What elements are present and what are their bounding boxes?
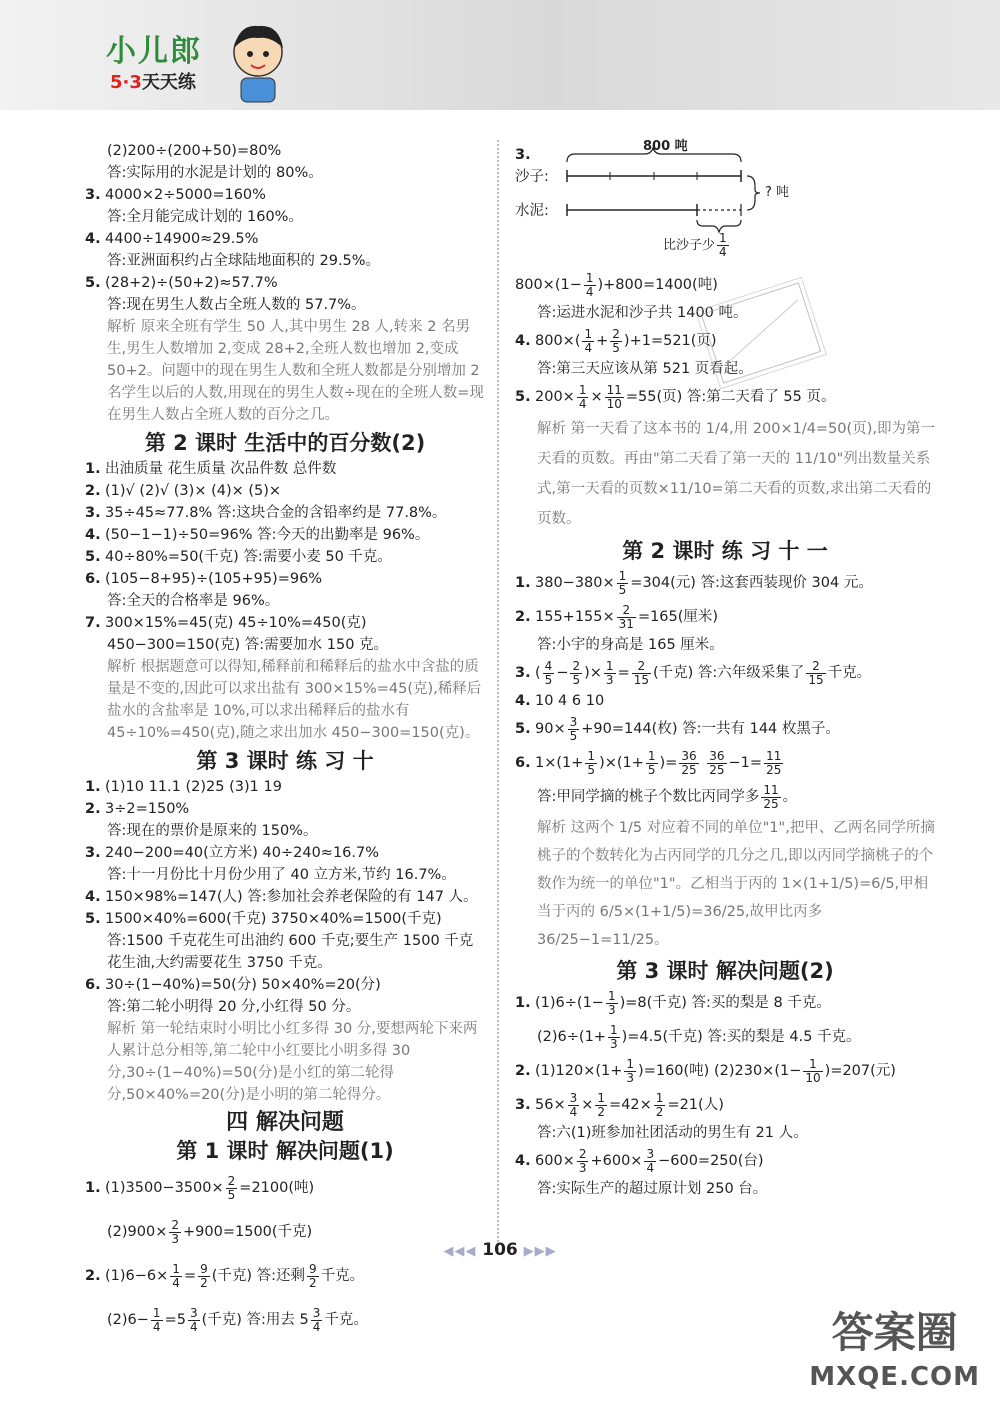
line: (1)10 11.1 (2)25 (3)1 19 (105, 779, 282, 795)
line: × (581, 1097, 594, 1113)
explanation: 解析 这两个 1/5 对应着不同的单位"1",把甲、乙两名同学所摘桃子的个数转化为占丙同学的几分之几,即以丙同学摘桃子的个数作为统一的单位"1"。乙相当于丙的 1×(1+1/5)=6/5,甲相当于丙的 6/5×(1+1/5)=36/25,故甲比丙多 36/25−1=11/25。 (537, 820, 935, 948)
chapter-title: 四 解决问题 (226, 1110, 344, 1135)
answer: 答:全天的合格率是 96%。 (107, 593, 280, 609)
line: )=160(吨) (2)230×(1− (638, 1063, 802, 1079)
page-number: 106 (482, 1240, 518, 1260)
line: −1= (728, 755, 763, 771)
fraction: $\frac{1}{3}$ (609, 1022, 618, 1051)
diagram-unknown-label: ? 吨 (765, 185, 790, 200)
q-num: 1. (515, 995, 531, 1011)
q-num: 2. (85, 801, 101, 817)
page-footer (0, 1240, 1000, 1260)
line: )× (584, 665, 602, 681)
line: )=8(千克) 答:买的梨是 8 千克。 (619, 995, 831, 1011)
q-num: 4. (85, 889, 101, 905)
fraction: $\frac{3}{4}$ (189, 1305, 198, 1334)
q-num: 1. (85, 779, 101, 795)
series-text: 天天练 (141, 72, 196, 93)
q-num: 3. (85, 505, 101, 521)
line: 240−200=40(立方米) 40÷240≈16.7% (105, 845, 380, 861)
line: 380−380× (535, 575, 615, 591)
diagram-cement-label: 水泥: (515, 203, 549, 219)
watermark-site: MXQE.COM (809, 1362, 980, 1392)
line: =5 (164, 1312, 186, 1328)
line: 35÷45≈77.8% 答:这块合金的含铅率约是 77.8%。 (105, 505, 447, 521)
line: 450−300=150(克) 答:需要加水 150 克。 (107, 637, 389, 653)
line: (50−1−1)÷50=96% 答:今天的出勤率是 96%。 (105, 527, 430, 543)
line: 56× (535, 1097, 566, 1113)
diagram-top-label: 800 吨 (643, 139, 688, 154)
explanation: 解析 第一天看了这本书的 1/4,用 200×1/4=50(页),即为第一天看的页数。再由"第二天看了第一天的 11/10"列出数量关系式,第一天看的页数×11/10=第二天看的页数,求出第二天看的页数。 (537, 421, 935, 527)
fraction: $\frac{1}{3}$ (626, 1056, 635, 1085)
q-num: 6. (515, 755, 531, 771)
line: (105−8+95)÷(105+95)=96% (105, 571, 323, 587)
line: 千克。 (827, 665, 872, 681)
fraction: $\frac{1}{5}$ (647, 748, 656, 777)
line: 155+155× (535, 609, 615, 625)
line: 40÷80%=50(千克) 答:需要小麦 50 千克。 (105, 549, 392, 565)
line (701, 755, 706, 771)
q-num: 2. (515, 609, 531, 625)
line: =21(人) (667, 1097, 724, 1113)
brand-logo (88, 18, 288, 98)
line: (1)√ (2)√ (3)× (4)× (5)× (105, 483, 282, 499)
q-num: 3. (515, 147, 531, 163)
line: −600=250(台) (658, 1153, 764, 1169)
fraction: $\frac{1}{4}$ (172, 1261, 180, 1290)
line: (1)3500−3500× (105, 1180, 224, 1196)
explanation: 解析 第一轮结束时小明比小红多得 30 分,要想两轮下来两人累计总分相等,第二轮中小红要比小明多得 30 分,30÷(1−40%)=50(分)是小红的第二轮得分,50×40%=20(分)是小明的第二轮得分。 (107, 1021, 478, 1103)
diagram-note-text: 比沙子少 (663, 238, 716, 253)
watermark-text: 答案圈 (831, 1308, 958, 1357)
line: )+1=521(页) (623, 333, 717, 349)
fraction: $\frac{1}{5}$ (587, 748, 596, 777)
fraction: $\frac{11}{10}$ (606, 382, 622, 411)
fraction: $\frac{1}{3}$ (605, 658, 614, 687)
q-num: 4. (515, 693, 531, 709)
fraction: $\frac{1}{3}$ (607, 988, 616, 1017)
q-num: 1. (515, 575, 531, 591)
line: (1)6−6× (105, 1268, 169, 1284)
line: 600× (535, 1153, 575, 1169)
line: (千克) 答:六年级采集了 (653, 665, 805, 681)
line: )=207(元) (824, 1063, 896, 1079)
fraction: $\frac{3}{4}$ (646, 1146, 655, 1175)
line: + (596, 333, 609, 349)
series-number: 5·3 (110, 72, 142, 93)
q-num: 3. (85, 187, 101, 203)
fraction: $\frac{1}{5}$ (618, 568, 627, 597)
fraction: $\frac{4}{5}$ (544, 658, 553, 687)
line: )=4.5(千克) 答:买的梨是 4.5 千克。 (621, 1029, 861, 1045)
fraction: $\frac{11}{25}$ (763, 782, 779, 811)
line-segment-diagram (515, 140, 935, 260)
answer: 答:十一月份比十月份少用了 40 立方米,节约 16.7%。 (107, 867, 456, 883)
answer: 答:实际生产的超过原计划 250 台。 (537, 1181, 768, 1197)
section-title: 第 3 课时 解决问题(2) (616, 959, 834, 983)
line: 90× (535, 721, 566, 737)
answer: 答:六(1)班参加社团活动的男生有 21 人。 (537, 1125, 808, 1141)
line: − (556, 665, 569, 681)
q-num: 5. (515, 721, 531, 737)
q-num: 3. (85, 845, 101, 861)
answer: 答:亚洲面积约占全球陆地面积的 29.5%。 (107, 253, 381, 269)
fraction: $\frac{3}{4}$ (569, 1090, 578, 1119)
line: 300×15%=45(克) 45÷10%=450(克) (105, 615, 367, 631)
line: 30÷(1−40%)=50(分) 50×40%=20(分) (105, 977, 381, 993)
q-num: 2. (85, 1268, 101, 1284)
line: 。 (782, 789, 798, 805)
fraction: $\frac{1}{2}$ (655, 1090, 664, 1119)
line: = (183, 1268, 197, 1284)
line: = (617, 665, 630, 681)
line: =165(厘米) (637, 609, 719, 625)
fraction: $\frac{1}{2}$ (597, 1090, 606, 1119)
header-band (0, 0, 1000, 110)
answer: 答:甲同学摘的桃子个数比丙同学多 (537, 789, 760, 805)
fraction: $\frac{2}{3}$ (578, 1146, 587, 1175)
answer: 答:现在的票价是原来的 150%。 (107, 823, 318, 839)
q-num: 3. (515, 665, 531, 681)
answer: 答:现在男生人数占全班人数的 57.7%。 (107, 297, 366, 313)
line: 出油质量 花生质量 次品件数 总件数 (105, 461, 337, 477)
answer: 答:实际用的水泥是计划的 80%。 (107, 165, 323, 181)
line: )×(1+ (599, 755, 644, 771)
section-title: 第 1 课时 解决问题(1) (176, 1139, 394, 1163)
q-num: 4. (85, 231, 101, 247)
line: 150×98%=147(人) 答:参加社会养老保险的有 147 人。 (105, 889, 478, 905)
fraction: $\frac{2}{5}$ (227, 1173, 236, 1202)
line: (千克) 答:用去 5 (201, 1312, 309, 1328)
fraction: $\frac{1}{4}$ (584, 326, 593, 355)
q-num: 1. (85, 461, 101, 477)
fraction: $\frac{2}{3}$ (171, 1217, 180, 1246)
fraction: $\frac{2}{31}$ (618, 602, 634, 631)
line: 1500×40%=600(千克) 3750×40%=1500(千克) (105, 911, 442, 927)
line: 千克。 (324, 1312, 368, 1328)
fraction: $\frac{2}{15}$ (808, 658, 824, 687)
q-num: 2. (85, 483, 101, 499)
left-column (85, 140, 485, 1342)
q-num: 6. (85, 571, 101, 587)
mascot-icon (223, 18, 293, 104)
line: =42× (609, 1097, 652, 1113)
brand-title: 小儿郎 (106, 34, 202, 69)
right-column (515, 140, 935, 1200)
fraction: $\frac{36}{25}$ (681, 748, 697, 777)
answer: 答:运进水泥和沙子共 1400 吨。 (537, 305, 748, 321)
fraction: $\frac{11}{25}$ (766, 748, 782, 777)
line: (2)900× (107, 1224, 168, 1240)
prev-arrows-icon: ◀◀◀ (443, 1244, 477, 1259)
watermark-logo (809, 1308, 980, 1399)
section-title: 第 2 课时 练 习 十 一 (622, 539, 828, 563)
line: 3÷2=150% (105, 801, 190, 817)
q-num: 4. (515, 333, 531, 349)
fraction: $\frac{1}{4}$ (152, 1305, 161, 1334)
answer: 答:第三天应该从第 521 页看起。 (537, 361, 753, 377)
line: 200× (535, 389, 575, 405)
line: (千克) 答:还剩 (211, 1268, 306, 1284)
line: +90=144(枚) 答:一共有 144 枚黑子。 (581, 721, 840, 737)
fraction: $\frac{3}{5}$ (569, 714, 578, 743)
fraction: $\frac{2}{15}$ (633, 658, 649, 687)
line: =55(页) 答:第二天看了 55 页。 (625, 389, 836, 405)
line: +900=1500(千克) (183, 1224, 313, 1240)
line: (1)6÷(1− (535, 995, 604, 1011)
q-num: 4. (515, 1153, 531, 1169)
column-divider (497, 140, 499, 1250)
line: )+800=1400(吨) (597, 277, 718, 293)
line: (2)6÷(1+ (537, 1029, 606, 1045)
fraction: $\frac{2}{5}$ (572, 658, 581, 687)
q-num: 2. (515, 1063, 531, 1079)
line: 4000×2÷5000=160% (105, 187, 266, 203)
fraction: $\frac{1}{4}$ (719, 231, 727, 259)
line: =304(元) 答:这套西装现价 304 元。 (630, 575, 873, 591)
fraction: $\frac{3}{4}$ (312, 1305, 321, 1334)
fraction: $\frac{1}{10}$ (805, 1056, 821, 1085)
line: 800×( (535, 333, 581, 349)
answer: 答:1500 千克花生可出油约 600 千克;要生产 1500 千克花生油,大约需要花生 3750 千克。 (107, 933, 474, 971)
line: )= (659, 755, 678, 771)
line: (28+2)÷(50+2)≈57.7% (105, 275, 278, 291)
section-title: 第 3 课时 练 习 十 (196, 749, 374, 773)
fraction: $\frac{9}{2}$ (309, 1261, 317, 1290)
q-num: 3. (515, 1097, 531, 1113)
q-num: 5. (85, 911, 101, 927)
next-arrows-icon: ▶▶▶ (523, 1244, 557, 1259)
answer: 答:全月能完成计划的 160%。 (107, 209, 303, 225)
q-num: 5. (515, 389, 531, 405)
line: 千克。 (320, 1268, 365, 1284)
line: (1)120×(1+ (535, 1063, 623, 1079)
line: +600× (590, 1153, 643, 1169)
answer: 答:小宇的身高是 165 厘米。 (537, 637, 724, 653)
q-num: 5. (85, 549, 101, 565)
line: 800×(1− (515, 277, 582, 293)
section-title: 第 2 课时 生活中的百分数(2) (144, 431, 426, 455)
line: × (590, 389, 603, 405)
line: (2)200÷(200+50)=80% (107, 143, 282, 159)
answer: 答:第二轮小明得 20 分,小红得 50 分。 (107, 999, 361, 1015)
q-num: 1. (85, 1180, 101, 1196)
fraction: $\frac{9}{2}$ (200, 1261, 208, 1290)
fraction: $\frac{1}{4}$ (578, 382, 587, 411)
line: 10 4 6 10 (535, 693, 605, 709)
q-num: 4. (85, 527, 101, 543)
explanation: 解析 原来全班有学生 50 人,其中男生 28 人,转来 2 名男生,男生人数增加 2,变成 28+2,全班人数也增加 2,变成 50+2。问题中的现在男生人数和全班人数都是分别增加 2 名学生以后的人数,用现在的男生人数÷现在的全班人数=现在男生人数占全班人数的百分之几。 (107, 319, 484, 423)
explanation: 解析 根据题意可以得知,稀释前和稀释后的盐水中含盐的质量是不变的,因此可以求出盐有 300×15%=45(克),稀释后盐水的含盐率是 10%,可以求出稀释后的盐水有 45÷10%=450(克),随之求出加水 450−300=150(克)。 (107, 659, 482, 741)
line: ( (535, 665, 541, 681)
line: 1×(1+ (535, 755, 584, 771)
fraction: $\frac{36}{25}$ (709, 748, 725, 777)
q-num: 7. (85, 615, 101, 631)
line: (2)6− (107, 1312, 149, 1328)
q-num: 5. (85, 275, 101, 291)
line: 4400÷14900≈29.5% (105, 231, 259, 247)
fraction: $\frac{1}{4}$ (585, 270, 594, 299)
series-title (110, 68, 196, 94)
q-num: 6. (85, 977, 101, 993)
diagram-sand-label: 沙子: (515, 169, 549, 185)
fraction: $\frac{2}{5}$ (612, 326, 620, 355)
diagram-note (663, 232, 731, 259)
line: =2100(吨) (239, 1180, 315, 1196)
